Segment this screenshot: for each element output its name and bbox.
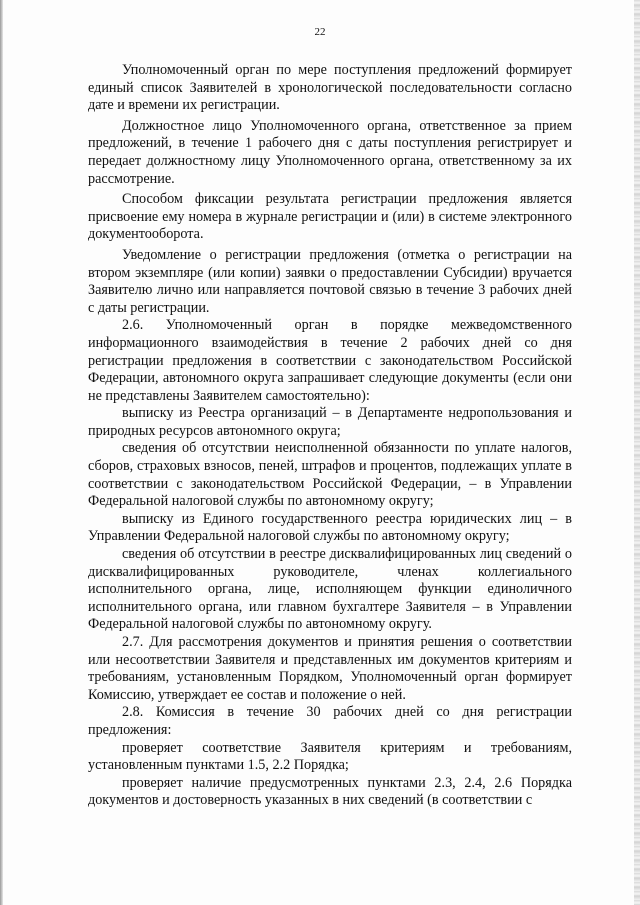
list-item-tax-debt: сведения об отсутствии неисполненной обязанности по уплате налогов, сборов, страховых взносов, пеней, штрафов и процентов, подлежащих уплате в соответствии с законодательством Российской Федерации, – в Управлении Федеральной налоговой службы по автономному округу; [88, 440, 572, 510]
scan-edge-left [0, 0, 3, 905]
scan-edge-right [634, 0, 640, 905]
document-body [88, 62, 572, 810]
page-number: 22 [314, 26, 326, 38]
paragraph-3: Способом фиксации результата регистрации предложения является присвоение ему номера в журнале регистрации и (или) в системе электронного документооборота. [88, 191, 572, 243]
list-item-registry-extract: выписку из Реестра организаций – в Департаменте недропользования и природных ресурсов автономного округа; [88, 405, 572, 439]
list-item-egrul-extract: выписку из Единого государственного реестра юридических лиц – в Управлении Федеральной налоговой службы по автономному округу; [88, 510, 572, 545]
paragraph-2-8: 2.8. Комиссия в течение 30 рабочих дней со дня регистрации предложения: [88, 704, 572, 738]
list-item-check-criteria: проверяет соответствие Заявителя критериям и требованиям, установленным пунктами 1.5, 2.2 Порядка; [88, 739, 572, 774]
list-item-disqualified-persons: сведения об отсутствии в реестре дисквалифицированных лиц сведений о дисквалифицированных руководителе, членах коллегиального исполнительного органа, лице, исполняющем функции единоличного исполнительного органа, или главном бухгалтере Заявителя – в Управлении Федеральной налоговой службы по автономному округу. [88, 546, 572, 633]
paragraph-1: Уполномоченный орган по мере поступления предложений формирует единый список Заявителей в хронологической последовательности согласно дате и времени их регистрации. [88, 62, 572, 114]
paragraph-2-6: 2.6. Уполномоченный орган в порядке межведомственного информационного взаимодействия в течение 2 рабочих дней со дня регистрации предложения в соответствии с законодательством Российской Федерации, автономного округа запрашивает следующие документы (если они не представлены Заявителем самостоятельно): [88, 317, 572, 404]
paragraph-4: Уведомление о регистрации предложения (отметка о регистрации на втором экземпляре (или копии) заявки о предоставлении Субсидии) вручается Заявителю лично или направляется почтовой связью в течение 3 рабочих дней с даты регистрации. [88, 246, 572, 316]
paragraph-2-7: 2.7. Для рассмотрения документов и принятия решения о соответствии или несоответствии Заявителя и представленных им документов критериям и требованиям, установленным Порядком, Уполномоченный орган формирует Комиссию, утверждает ее состав и положение о ней. [88, 634, 572, 703]
list-item-check-documents: проверяет наличие предусмотренных пунктами 2.3, 2.4, 2.6 Порядка документов и достоверность указанных в них сведений (в соответствии с [88, 774, 572, 809]
paragraph-2: Должностное лицо Уполномоченного органа, ответственное за прием предложений, в течение 1 рабочего дня с даты поступления регистрирует и передает должностному лицу Уполномоченного органа, ответственному за их рассмотрение. [88, 117, 572, 187]
